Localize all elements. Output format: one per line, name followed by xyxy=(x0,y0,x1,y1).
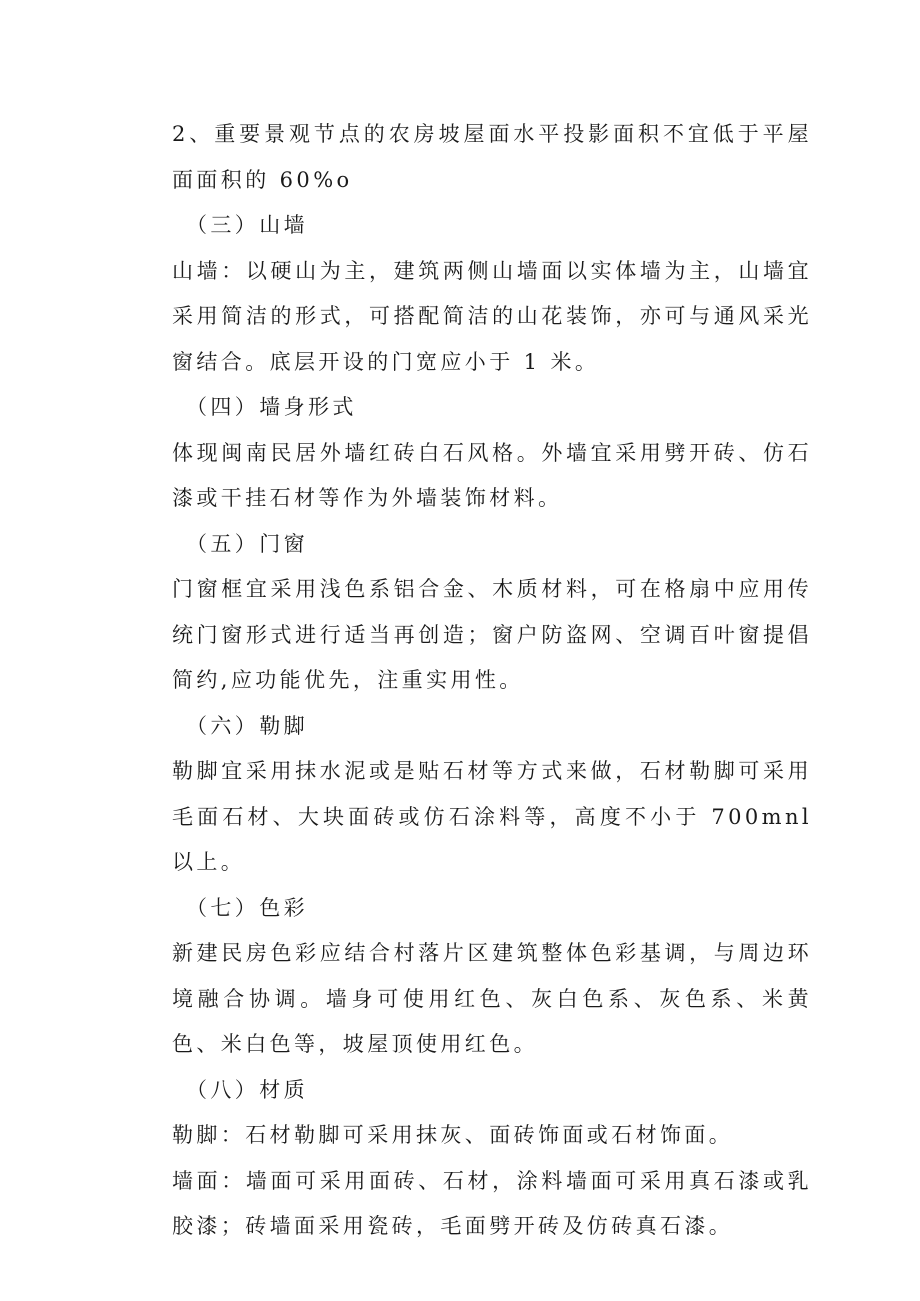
heading-wall-form: （四）墙身形式 xyxy=(186,395,357,419)
paragraph-material-plinth: 勒脚：石材勒脚可采用抹灰、面砖饰面或石材饰面。 xyxy=(172,1123,734,1147)
paragraph-material-wall: 墙面：墙面可采用面砖、石材，涂料墙面可采用真石漆或乳胶漆；砖墙面采用瓷砖，毛面劈开砖及仿砖真石漆。 xyxy=(172,1168,812,1238)
heading-plinth: （六）勒脚 xyxy=(186,713,308,738)
document-body xyxy=(172,112,812,1250)
paragraph-roof-area: 2、重要景观节点的农房坡屋面水平投影面积不宜低于平屋面面积的 60%o xyxy=(172,122,812,192)
heading-color: （七）色彩 xyxy=(186,895,308,920)
paragraph-plinth: 勒脚宜采用抹水泥或是贴石材等方式来做，石材勒脚可采用毛面石材、大块面砖或仿石涂料等，高度不小于 700mnl 以上。 xyxy=(172,759,812,874)
paragraph-color: 新建民房色彩应结合村落片区建筑整体色彩基调，与周边环境融合协调。墙身可使用红色、灰白色系、灰色系、米黄色、米白色等，坡屋顶使用红色。 xyxy=(172,941,812,1056)
paragraph-doors-windows: 门窗框宜采用浅色系铝合金、木质材料，可在格扇中应用传统门窗形式进行适当再创造；窗户防盗网、空调百叶窗提倡简约,应功能优先，注重实用性。 xyxy=(172,577,812,692)
heading-gable-wall: （三）山墙 xyxy=(186,213,308,237)
heading-material: （八）材质 xyxy=(186,1077,308,1102)
heading-doors-windows: （五）门窗 xyxy=(186,531,308,556)
paragraph-gable-wall: 山墙：以硬山为主，建筑两侧山墙面以实体墙为主，山墙宜采用简洁的形式，可搭配简洁的山花装饰，亦可与通风采光窗结合。底层开设的门宽应小于 1 米。 xyxy=(172,258,812,374)
paragraph-wall-form: 体现闽南民居外墙红砖白石风格。外墙宜采用劈开砖、仿石漆或干挂石材等作为外墙装饰材料。 xyxy=(172,440,812,510)
